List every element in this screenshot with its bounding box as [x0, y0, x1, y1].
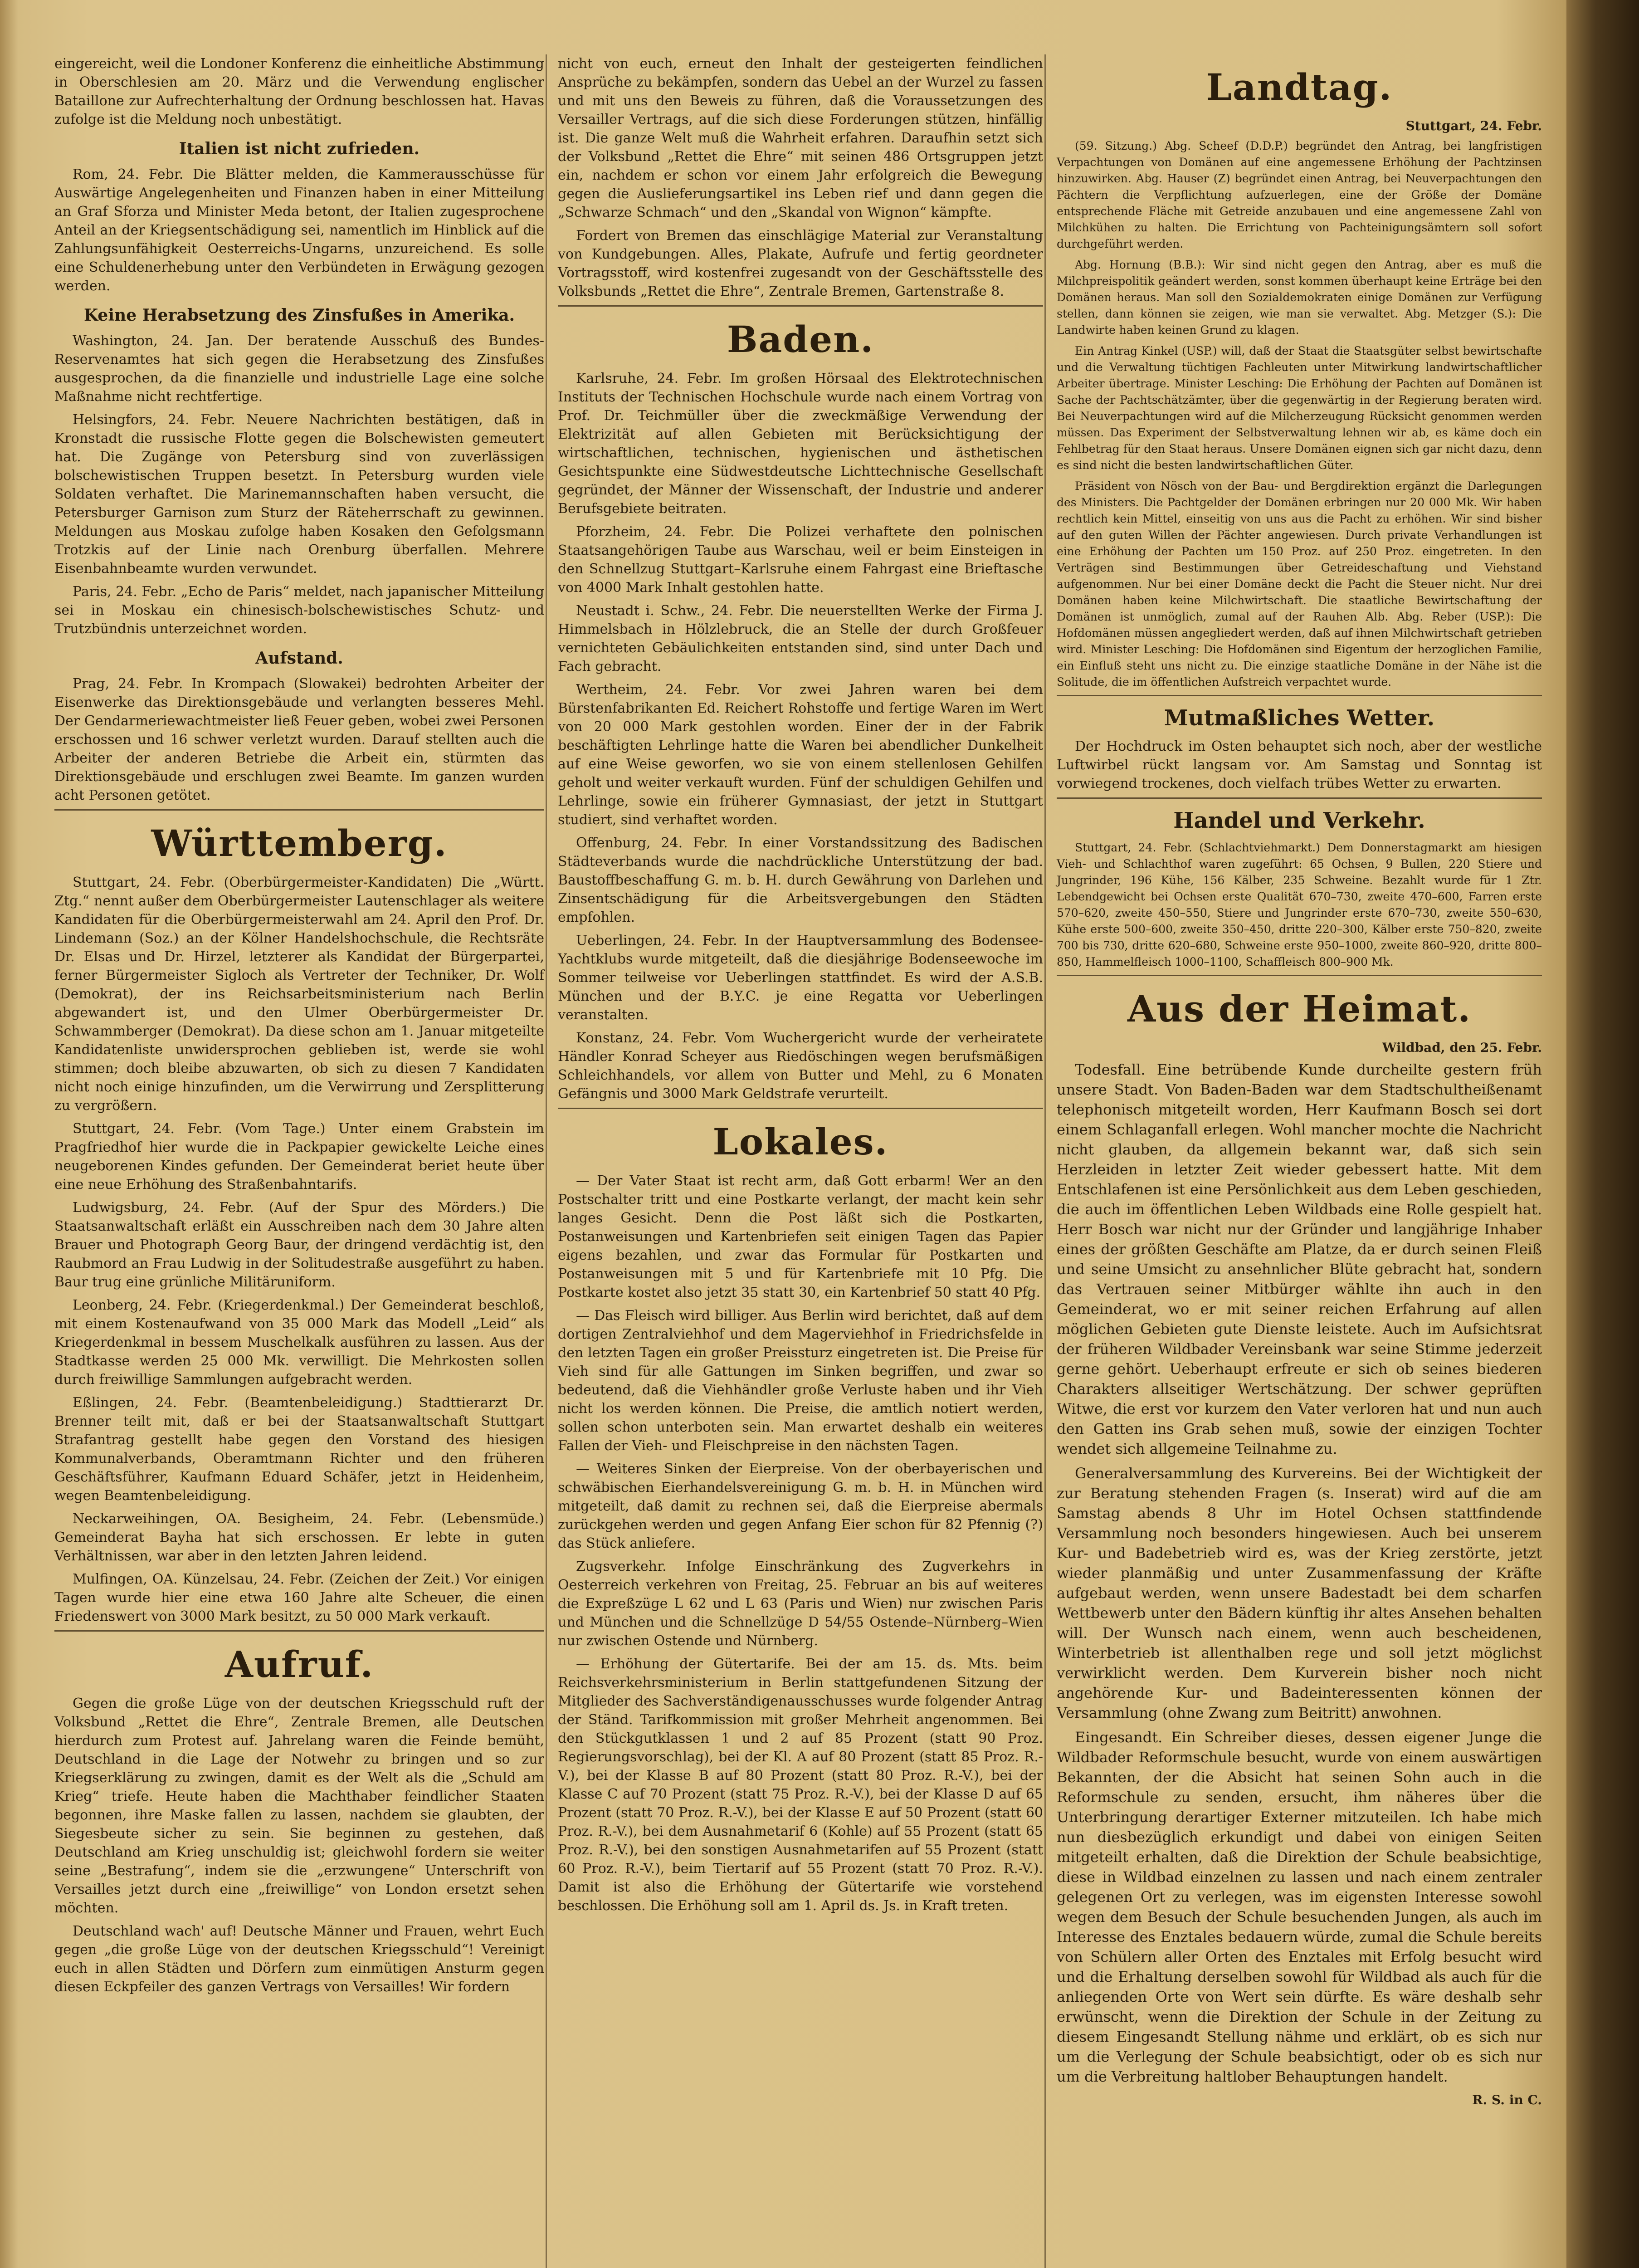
article-paragraph: Eingesandt. Ein Schreiber dieses, dessen eigener Junge die Wildbader Reformschule besucht, wurde von einem auswärtigen Bekannten, der die Absicht hat seinen Sohn auch in die Reformschule zu senden, ersucht, ihm näheres über die Unterbringung derartiger Externer mitzuteilen. Ich habe mich nun diesbezüglich erkundigt und dabei von einigen Seiten mitgeteilt erhalten, daß die Direktion der Schule beabsichtige, diese in Wildbad einzelnen zu lassen und nach einem zentraler gelegenen Ort zu verlegen, was im eigensten Interesse sowohl wegen dem Besuch der Schule besuchenden Jungen, als auch im Interesse des Enztales bedauern würde, zumal die Schule bereits von Schülern aller Orten des Enztales mit Erfolg besucht wird und die Erhaltung derselben sowohl für Wildbad als auch für die anliegenden Orte von Wert sein dürfte. Es wäre deshalb sehr erwünscht, wenn die Direktion der Schule in der Zeitung zu diesem Eingesandt Stellung nähme und erklärt, ob es sich nur um die Verlegung der Schule beabsichtigt, oder ob es sich nur um die Verbreitung haltlober Behauptungen handelt.	[1057, 1729, 1542, 2085]
article-paragraph: Zugsverkehr. Infolge Einschränkung des Zugverkehrs in Oesterreich verkehren von Freitag, 25. Februar an bis auf weiteres die Expreßzüge L 62 und L 63 (Paris und Wien) nur zwischen Paris und München und die Schnellzüge D 54/55 Ostende–Nürnberg–Wien nur zwischen Ostende und Nürnberg.	[558, 1559, 1043, 1649]
divider	[1057, 797, 1542, 799]
article-paragraph: Stuttgart, 24. Febr. (Vom Tage.) Unter einem Grabstein im Pragfriedhof hier wurde die in Packpapier gewickelte Leiche eines neugeborenen Kindes gefunden. Der Gemeinderat beriet heute über eine neue Erhöhung des Straßenbahntarifs.	[54, 1121, 544, 1193]
dateline: Wildbad, den 25. Febr.	[1382, 1040, 1542, 1055]
column-3	[1057, 54, 1542, 2112]
article-paragraph: Stuttgart, 24. Febr. (Schlachtviehmarkt.) Dem Donnerstagmarkt am hiesigen Vieh- und Schlachthof waren zugeführt: 65 Ochsen, 9 Bullen, 220 Stiere und Jungrinder, 196 Kühe, 156 Kälber, 235 Schweine. Bezahlt wurde für 1 Ztr. Lebendgewicht bei Ochsen erste Qualität 670–730, zweite 470–600, Farren erste 570–620, zweite 450–550, Stiere und Jungrinder erste 670–730, zweite 550–630, Kühe erste 500–600, zweite 350–450, dritte 220–300, Kälber erste 750–820, zweite 700 bis 730, dritte 620–680, Schweine erste 950–1000, zweite 860–920, dritte 800–850, Hammelfleisch 1000–1100, Schaffleisch 800–900 Mk.	[1057, 841, 1542, 968]
column-2	[558, 54, 1043, 1920]
book-binding	[1566, 0, 1639, 2268]
divider	[54, 1630, 544, 1632]
article-paragraph: Abg. Hornung (B.B.): Wir sind nicht gegen den Antrag, aber es muß die Milchpreispolitik geändert werden, sonst kommen überhaupt keine Erträge bei den Domänen heraus. Man soll den Sozialdemokraten einige Domänen zur Verfügung stellen, dann können sie zeigen, wie man sie verwaltet. Abg. Metzger (S.): Die Landwirte haben keinen Grund zu klagen.	[1057, 258, 1542, 337]
article-paragraph: Deutschland wach' auf! Deutsche Männer und Frauen, wehrt Euch gegen „die große Lüge von der deutschen Kriegsschuld“! Vereinigt euch in allen Städten und Dörfern zum einmütigen Ansturm gegen diesen Eckpfeiler des ganzen Vertrags von Versailles! Wir fordern	[54, 1923, 544, 1995]
article-paragraph: Ueberlingen, 24. Febr. In der Hauptversammlung des Bodensee-Yachtklubs wurde mitgeteilt, daß die diesjährige Bodenseewoche im Sommer teilweise vor Ueberlingen stattfindet. Es wird der A.S.B. München und der B.Y.C. je eine Regatta vor Ueberlingen veranstalten.	[558, 933, 1043, 1023]
divider	[54, 809, 544, 811]
article-paragraph: Mulfingen, OA. Künzelsau, 24. Febr. (Zeichen der Zeit.) Vor einigen Tagen wurde hier eine etwa 160 Jahre alte Scheuer, die einen Friedenswert von 3000 Mark besitzt, zu 50 000 Mark verkauft.	[54, 1571, 544, 1624]
article-paragraph: — Der Vater Staat ist recht arm, daß Gott erbarm! Wer an den Postschalter tritt und eine Postkarte verlangt, der macht kein sehr langes Gesicht. Denn die Post läßt sich die Postkarten, Postanweisungen und Kartenbriefen seit einigen Tagen das Papier eigens bezahlen, und zwar das Formular für Postkarten und Postanweisungen mit 5 und für Kartenbriefe mit 10 Pfg. Die Postkarte kostet also jetzt 35 statt 30, ein Kartenbrief 50 statt 40 Pfg.	[558, 1173, 1043, 1300]
section-title: Aus der Heimat.	[1127, 987, 1472, 1030]
column-1	[54, 54, 544, 2001]
article-paragraph: Leonberg, 24. Febr. (Kriegerdenkmal.) Der Gemeinderat beschloß, mit einem Kostenaufwand von 35 000 Mark das Modell „Leid“ als Kriegerdenkmal in bessem Muschelkalk ausführen zu lassen. Aus der Stadtkasse werden 25 000 Mk. verwilligt. Die Mehrkosten sollen durch freiwillige Sammlungen aufgebracht werden.	[54, 1297, 544, 1388]
article-paragraph: — Weiteres Sinken der Eierpreise. Von der oberbayerischen und schwäbischen Eierhandelsvereinigung G. m. b. H. in München wird mitgeteilt, daß damit zu rechnen sei, daß die Eierpreise abermals zurückgehen werden und gegen Anfang Eier schon für 82 Pfennig (?) das Stück anliefere.	[558, 1461, 1043, 1551]
section-title: Landtag.	[1206, 66, 1393, 108]
article-paragraph: Todesfall. Eine betrübende Kunde durcheilte gestern früh unsere Stadt. Von Baden-Baden war dem Stadtschultheißenamt telephonisch mitgeteilt worden, Herr Kaufmann Bosch sei dort einem Schlaganfall erlegen. Wohl mancher mochte die Nachricht nicht glauben, da allgemein bekannt war, daß sich sein Herzleiden in letzter Zeit wieder gebessert hatte. Mit dem Entschlafenen ist eine Persönlichkeit aus dem Leben geschieden, die auch im öffentlichen Leben Wildbads eine Rolle gespielt hat. Herr Bosch war nicht nur der Gründer und langjährige Inhaber eines der größten Geschäfte am Platze, da er durch seinen Fleiß und seine Umsicht zu ansehnlicher Blüte gebracht hat, sondern das Vertrauen seiner Mitbürger wählte ihn auch in den Gemeinderat, wo er mit seiner reichen Erfahrung auf allen möglichen Gebieten gute Dienste leistete. Auch im Aufsichtsrat der früheren Wildbader Vereinsbank war seine Stimme jederzeit gerne gehört. Ueberhaupt erfreute er sich ob seines biederen Charakters allseitiger Wertschätzung. Der schwer geprüften Witwe, die erst vor kurzem den Vater verloren hat und nun auch den Gatten ins Grab sehen muß, sowie der einzigen Tochter wendet sich allgemeine Teilnahme zu.	[1057, 1061, 1542, 1457]
section-heading: Handel und Verkehr.	[1173, 808, 1425, 833]
article-paragraph: Rom, 24. Febr. Die Blätter melden, die Kammerausschüsse für Auswärtige Angelegenheiten und Finanzen haben in einer Mitteilung an Graf Sforza und Minister Meda betont, der Italien zugesprochene Anteil an der Kriegsentschädigung sei, namentlich im Hinblick auf die Zahlungsunfähigkeit Oesterreichs-Ungarns, unzureichend. Es solle eine Schuldenerhebung unter den Verbündeten in Erwägung gezogen werden.	[54, 166, 544, 294]
article-paragraph: Offenburg, 24. Febr. In einer Vorstandssitzung des Badischen Städteverbands wurde die nachdrückliche Unterstützung der bad. Baustoffbeschaffung G. m. b. H. durch Gewährung von Darlehen und Zinsentschädigung für die Arbeitsvergebungen den Städten empfohlen.	[558, 835, 1043, 925]
divider	[1057, 695, 1542, 696]
section-heading: Aufstand.	[255, 649, 343, 668]
article-paragraph: Präsident von Nösch von der Bau- und Bergdirektion ergänzt die Darlegungen des Ministers. Die Pachtgelder der Domänen erbringen nur 20 000 Mk. Wir haben rechtlich kein Mittel, einseitig von uns aus die Pacht zu erhöhen. Wir sind bisher auf den guten Willen der Pächter angewiesen. Durch private Verhandlungen ist eine Erhöhung der Pachten um 150 Proz. auf 250 Proz. eingetreten. In den Verträgen sind Bestimmungen über Getreideschaftung und Viehstand aufgenommen. Nur bei einer Domäne deckt die Pacht die Steuer nicht. Nur drei Domänen haben keine Milchwirtschaft. Die staatliche Bewirtschaftung der Domänen ist unmöglich, zumal auf der Rauhen Alb. Abg. Reber (USP.): Die Hofdomänen müssen angegliedert werden, daß auf ihnen Milchwirtschaft getrieben wird. Minister Lesching: Die Hofdomänen sind Eigentum der herzoglichen Familie, ein Einfluß steht uns nicht zu. Die einzige staatliche Domäne in der Nähe ist die Solitude, die im öffentlichen Aufstreich verpachtet wurde.	[1057, 479, 1542, 689]
column-rule	[546, 54, 547, 2268]
article-paragraph: (59. Sitzung.) Abg. Scheef (D.D.P.) begründet den Antrag, bei langfristigen Verpachtungen von Domänen auf eine angemessene Erhöhung der Pachtzinsen hinzuwirken. Abg. Hauser (Z) begründet einen Antrag, bei Neuverpachtungen den Pächtern die Verpflichtung aufzuerlegen, eine der Größe der Domäne entsprechende Fläche mit Getreide anzubauen und eine angemessene Zahl von Milchkühen zu halten. Die Errichtung von Pachteinigungsämtern soll sofort durchgeführt werden.	[1057, 139, 1542, 250]
article-paragraph: Neckarweihingen, OA. Besigheim, 24. Febr. (Lebensmüde.) Gemeinderat Bayha hat sich erschossen. Er lebte in guten Verhältnissen, war aber in den letzten Jahren leidend.	[54, 1511, 544, 1564]
section-title: Lokales.	[712, 1120, 888, 1163]
signature: R. S. in C.	[1472, 2092, 1542, 2107]
article-paragraph: Gegen die große Lüge von der deutschen Kriegsschuld ruft der Volksbund „Rettet die Ehre“, Zentrale Bremen, alle Deutschen hierdurch zum Protest auf. Jahrelang waren die Feinde bemüht, Deutschland in die Lage der Notwehr zu bringen und so zur Kriegserklärung zu zwingen, damit es der Welt als die „Schuld am Krieg“ triefe. Heute haben die Machthaber feindlicher Staaten begonnen, ihre Maske fallen zu lassen, nachdem sie glaubten, der Siegesbeute sicher zu sein. Sie beginnen zu gestehen, daß Deutschland am Krieg unschuldig ist; gleichwohl fordern sie weiter seine „Bestrafung“, indem sie die „erzwungene“ Unterschrift von Versailles jetzt durch eine „freiwillige“ von London ersetzt sehen möchten.	[54, 1696, 544, 1916]
article-paragraph: — Erhöhung der Gütertarife. Bei der am 15. ds. Mts. beim Reichsverkehrsministerium in Berlin stattgefundenen Sitzung der Mitglieder des Sachverständigenausschusses wurde folgender Antrag der Ständ. Tarifkommission mit großer Mehrheit angenommen. Bei den Stückgutklassen 1 und 2 auf 85 Prozent (statt 90 Proz. Regierungsvorschlag), bei der Kl. A auf 80 Prozent (statt 85 Proz. R.-V.), bei der Klasse B auf 80 Prozent (statt 80 Proz. R.-V.), bei der Klasse C auf 70 Prozent (statt 75 Proz. R.-V.), bei der Klasse D auf 65 Prozent (statt 70 Proz. R.-V.), bei der Klasse E auf 50 Prozent (statt 60 Proz. R.-V.), bei dem Ausnahmetarif 6 (Kohle) auf 55 Prozent (statt 65 Proz. R.-V.), bei den sonstigen Ausnahmetarifen auf 55 Prozent (statt 60 Proz. R.-V.), beim Tiertarif auf 55 Prozent (statt 70 Proz. R.-V.). Damit ist also die Erhöhung der Gütertarife wie vorstehend beschlossen. Die Erhöhung soll am 1. April ds. Js. in Kraft treten.	[558, 1656, 1043, 1914]
section-title: Aufruf.	[224, 1643, 374, 1686]
article-paragraph: Der Hochdruck im Osten behauptet sich noch, aber der westliche Luftwirbel rückt langsam vor. Am Samstag und Sonntag ist vorwiegend trockenes, doch vielfach trübes Wetter zu erwarten.	[1057, 738, 1542, 792]
divider	[558, 305, 1043, 307]
article-paragraph: Karlsruhe, 24. Febr. Im großen Hörsaal des Elektrotechnischen Instituts der Technischen Hochschule wurde nach einem Vortrag von Prof. Dr. Teichmüller über die zweckmäßige Verwendung der Elektrizität auf allen Gebieten mit Berücksichtigung der wirtschaftlichen, technischen, hygienischen und ästhetischen Gesichtspunkte eine Südwestdeutsche Lichttechnische Gesellschaft gegründet, der Männer der Wissenschaft, der Industrie und anderer Berufsgebiete beitraten.	[558, 371, 1043, 517]
section-heading: Italien ist nicht zufrieden.	[179, 139, 420, 158]
article-paragraph: Konstanz, 24. Febr. Vom Wuchergericht wurde der verheiratete Händler Konrad Scheyer aus Riedöschingen wegen berufsmäßigen Schleichhandels, vor allem von Butter und Mehl, zu 6 Monaten Gefängnis und 3000 Mark Geldstrafe verurteilt.	[558, 1030, 1043, 1102]
column-rule	[1044, 54, 1046, 2268]
article-paragraph: Ludwigsburg, 24. Febr. (Auf der Spur des Mörders.) Die Staatsanwaltschaft erläßt ein Ausschreiben nach dem 30 Jahre alten Brauer und Photograph Georg Baur, der dringend verdächtig ist, den Raubmord an Frau Ludwig in der Solitudestraße ausgeführt zu haben. Baur trug eine grünliche Militäruniform.	[54, 1200, 544, 1290]
dateline: Stuttgart, 24. Febr.	[1405, 118, 1542, 133]
section-heading: Keine Herabsetzung des Zinsfußes in Amerika.	[83, 306, 515, 325]
article-paragraph: Ein Antrag Kinkel (USP.) will, daß der Staat die Staatsgüter selbst bewirtschafte und die Verwaltung tüchtigen Fachleuten unter Mitwirkung landwirtschaftlicher Arbeiter übertrage. Minister Lesching: Die Erhöhung der Pachten auf Domänen ist Sache der Pachtschätzämter, über die gegenwärtig in der Regierung beraten wird. Bei Neuverpachtungen wird auf die Milcherzeugung Rücksicht genommen werden müssen. Das Experiment der Selbstverwaltung lehnen wir ab, es käme doch ein Fehlbetrag für den Staat heraus. Unsere Domänen eignen sich gar nicht dazu, denn es sind nicht die besten landwirtschaftlichen Güter.	[1057, 344, 1542, 472]
article-paragraph: — Das Fleisch wird billiger. Aus Berlin wird berichtet, daß auf dem dortigen Zentralviehhof und dem Magerviehhof in Friedrichsfelde in den letzten Tagen ein großer Preissturz eingetreten ist. Die Preise für Vieh sind für alle Gattungen im Sinken begriffen, und zwar so bedeutend, daß die Viehhändler große Verluste haben und ihr Vieh nicht los werden können. Die Preise, die amtlich notiert werden, sollen schon unterboten sein. Man erwartet deshalb ein weiteres Fallen der Vieh- und Fleischpreise in den nächsten Tagen.	[558, 1308, 1043, 1454]
article-paragraph: Generalversammlung des Kurvereins. Bei der Wichtigkeit der zur Beratung stehenden Fragen (s. Inserat) wird auf die am Samstag abends 8 Uhr im Hotel Ochsen stattfindende Versammlung noch besonders hingewiesen. Auch bei unserem Kur- und Badebetrieb wird es, was der Krieg zerstörte, jetzt wieder planmäßig und unter Zusammenfassung der Kräfte aufgebaut werden, wenn unsere Badestadt bei dem scharfen Wettbewerb unter den Bädern künftig ihr altes Ansehen behalten will. Der Wunsch nach einem, wenn auch bescheidenen, Winterbetrieb ist allenthalben rege und soll jetzt möglichst verwirklicht werden. Dem Kurverein bisher noch nicht angehörende Kur- und Badeinteressenten können der Versammlung (ohne Zwang zum Beitritt) anwohnen.	[1057, 1465, 1542, 1721]
article-paragraph: Neustadt i. Schw., 24. Febr. Die neuerstellten Werke der Firma J. Himmelsbach in Hölzlebruck, die an Stelle der durch Großfeuer vernichteten Gebäulichkeiten entstanden sind, sind unter Dach und Fach gebracht.	[558, 603, 1043, 675]
article-paragraph: Eßlingen, 24. Febr. (Beamtenbeleidigung.) Stadttierarzt Dr. Brenner teilt mit, daß er bei der Staatsanwaltschaft Stuttgart Strafantrag gestellt habe gegen den Vorstand des hiesigen Kommunalverbands, Oberamtmann Richter und den früheren Geschäftsführer, Kaufmann Eduard Schäfer, jetzt in Heidenheim, wegen Beamtenbeleidigung.	[54, 1395, 544, 1504]
article-paragraph: nicht von euch, erneut den Inhalt der gesteigerten feindlichen Ansprüche zu bekämpfen, sondern das Uebel an der Wurzel zu fassen und mit uns den Beweis zu führen, daß die Voraussetzungen des Versailler Vertrags, auf die sich diese Forderungen stützen, hinfällig ist. Die ganze Welt muß die Wahrheit erfahren. Daraufhin setzt sich der Volksbund „Rettet die Ehre“ mit seinen 486 Ortsgruppen jetzt ein, nachdem er schon vor einem Jahr erfolgreich die Bewegung gegen die Auslieferungsartikel ins Leben rief und dann gegen die „Schwarze Schmach“ und den „Skandal von Wignon“ kämpfte.	[558, 56, 1043, 220]
article-paragraph: Wertheim, 24. Febr. Vor zwei Jahren waren bei dem Bürstenfabrikanten Ed. Reichert Rohstoffe und fertige Waren im Wert von 20 000 Mark gestohlen worden. Einer der in der Fabrik beschäftigten Lehrlinge hatte die Waren bei abendlicher Dunkelheit auf eine Weise geworfen, wo sie von einem stellenlosen Gehilfen geholt und weiter verkauft wurden. Fünf der schuldigen Gehilfen und Lehrlinge, sowie ein früherer Gymnasiast, der jetzt in Stuttgart studiert, sind verhaftet worden.	[558, 682, 1043, 828]
article-paragraph: Stuttgart, 24. Febr. (Oberbürgermeister-Kandidaten) Die „Württ. Ztg.“ nennt außer dem Oberbürgermeister Lautenschlager als weitere Kandidaten für die Oberbürgermeisterwahl am 24. April den Prof. Dr. Lindemann (Soz.) an der Kölner Handelshochschule, die Rechtsräte Dr. Elsas und Dr. Hirzel, letzterer als Kandidat der Bürgerpartei, ferner Bürgermeister Sigloch als Vertreter der Techniker, Dr. Wolf (Demokrat), der ins Reichsarbeitsministerium nach Berlin abgewandert ist, und den Ulmer Oberbürgermeister Dr. Schwammberger (Demokrat). Da diese schon am 1. Januar mitgeteilte Kandidatenliste unwidersprochen geblieben ist, werde sie wohl stimmen; doch bleibe abzuwarten, ob sich zu diesen 7 Kandidaten nicht noch einige hinzufinden, um die Verwirrung und Zersplitterung zu vergrößern.	[54, 875, 544, 1114]
article-paragraph: Prag, 24. Febr. In Krompach (Slowakei) bedrohten Arbeiter der Eisenwerke das Direktionsgebäude und verlangten besseres Mehl. Der Gendarmeriewachtmeister ließ Feuer geben, wobei zwei Personen erschossen und 16 schwer verletzt wurden. Darauf stellten auch die Arbeiter der anderen Betriebe die Arbeit ein, stürmten das Direktionsgebäude und erschlugen zwei Beamte. Im ganzen wurden acht Personen getötet.	[54, 676, 544, 803]
article-paragraph: Washington, 24. Jan. Der beratende Ausschuß des Bundes-Reservenamtes hat sich gegen die Herabsetzung des Zinsfußes ausgesprochen, da die finanzielle und industrielle Lage eine solche Maßnahme nicht rechtfertige.	[54, 333, 544, 405]
article-paragraph: Fordert von Bremen das einschlägige Material zur Veranstaltung von Kundgebungen. Alles, Plakate, Aufrufe und fertig geordneter Vortragsstoff, wird kostenfrei zugesandt von der Geschäftsstelle des Volksbunds „Rettet die Ehre“, Zentrale Bremen, Gartenstraße 8.	[558, 228, 1043, 299]
divider	[1057, 975, 1542, 976]
article-paragraph: eingereicht, weil die Londoner Konferenz die einheitliche Abstimmung in Oberschlesien am 20. März und die Verwendung englischer Bataillone zur Aufrechterhaltung der Ordnung beschlossen hat. Havas zufolge ist die Meldung noch unbestätigt.	[54, 56, 544, 127]
divider	[558, 1108, 1043, 1109]
article-paragraph: Helsingfors, 24. Febr. Neuere Nachrichten bestätigen, daß in Kronstadt die russische Flotte gegen die Bolschewisten gemeutert hat. Die Zugänge von Petersburg sind von zuverlässigen bolschewistischen Truppen besetzt. In Petersburg wurden viele Soldaten verhaftet. Die Marinemannschaften haben versucht, die Petersburger Garnison zum Sturz der Räteherrschaft zu gewinnen. Meldungen aus Moskau zufolge haben Kosaken den Gefolgsmann Trotzkis auf der Linie nach Orenburg überfallen. Mehrere Eisenbahnbeamte wurden verwundet.	[54, 412, 544, 577]
article-paragraph: Pforzheim, 24. Febr. Die Polizei verhaftete den polnischen Staatsangehörigen Taube aus Warschau, weil er beim Einsteigen in den Schnellzug Stuttgart–Karlsruhe einem Fahrgast eine Brieftasche von 4000 Mark Inhalt gestohlen hatte.	[558, 524, 1043, 596]
section-title: Württemberg.	[151, 822, 448, 865]
section-title: Baden.	[727, 318, 874, 361]
article-paragraph: Paris, 24. Febr. „Echo de Paris“ meldet, nach japanischer Mitteilung sei in Moskau ein chinesisch-bolschewistisches Schutz- und Trutzbündnis unterzeichnet worden.	[54, 584, 544, 637]
section-heading: Mutmaßliches Wetter.	[1164, 705, 1435, 731]
